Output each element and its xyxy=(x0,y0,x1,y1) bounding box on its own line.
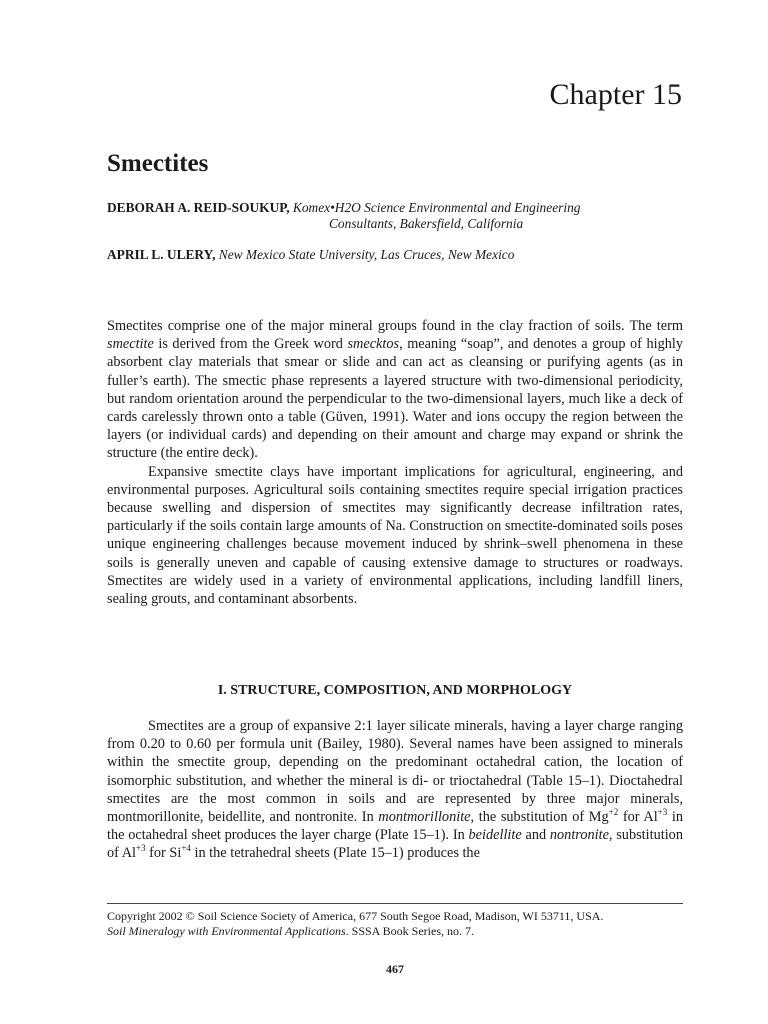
text-run: for Si xyxy=(145,845,182,862)
superscript: +3 xyxy=(657,807,668,818)
superscript: +3 xyxy=(136,843,146,854)
text-run: , substitution of Al xyxy=(107,827,683,862)
paragraph xyxy=(107,717,683,863)
series-info: . SSSA Book Series, no. 7. xyxy=(345,924,475,938)
paragraph xyxy=(107,317,683,463)
book-title: Soil Mineralogy with Environmental Applications xyxy=(107,924,346,938)
text-run: in the tetrahedral sheets (Plate 15–1) produces the xyxy=(190,845,480,862)
footnote-divider xyxy=(107,903,683,904)
author-name: DEBORAH A. REID-SOUKUP, xyxy=(107,200,290,215)
text-run: Smectites are a group of expansive 2:1 layer silicate minerals, having a layer charge ranging from 0.20 to 0.60 per formula unit (Bailey, 1980). Several names have been assigned to minerals within the smectite group, depending on the predominant octahedral cation, the location of isomorphic substitution, and whether the mineral is di- or trioctahedral (Table 15–1). Dioctahedral smectites are the most common in soils and are represented by three major minerals, montmorillonite, beidellite, and nontronite. In xyxy=(107,718,683,826)
chapter-title: Smectites xyxy=(107,150,209,177)
italic-term: beidellite xyxy=(468,827,522,844)
text-run: in the octahedral sheet produces the layer charge (Plate 15–1). In xyxy=(107,809,684,844)
author-affiliation-cont: Consultants, Bakersfield, California xyxy=(329,216,524,231)
section-body xyxy=(107,717,683,863)
author-block-1 xyxy=(107,200,687,232)
copyright-line: Copyright 2002 © Soil Science Society of America, 677 South Segoe Road, Madison, WI 53711, USA. xyxy=(107,909,604,923)
text-run: Smectites comprise one of the major mineral groups found in the clay fraction of soils. The term xyxy=(107,318,683,334)
superscript: +2 xyxy=(608,807,619,818)
author-name: APRIL L. ULERY, xyxy=(107,247,216,262)
italic-term: nontronite xyxy=(549,827,609,844)
author-block-2 xyxy=(107,247,687,263)
text-run: , meaning “soap”, and denotes a group of highly absorbent clay materials that smear or slide and can act as cleansing or purifying agents (as in fuller’s earth). The smectic phase represents a layered structure with two-dimensional periodicity, but random orientation around the perpendicular to the two-dimensional layers, much like a deck of cards carelessly thrown onto a table (Güven, 1991). Water and ions occupy the region between the layers (or individual cards) and depending on their amount and charge may expand or shrink the structure (the entire deck). xyxy=(107,336,683,462)
text-run: is derived from the Greek word xyxy=(153,336,348,353)
italic-term: montmorillonite xyxy=(378,809,471,826)
paragraph: Expansive smectite clays have important implications for agricultural, engineering, and environmental purposes. Agricultural soils containing smectites require special irrigation practices because swelling and dispersion of smectites may significantly decrease infiltration rates, particularly if the soils contain large amounts of Na. Construction on smectite-dominated soils poses unique engineering challenges because movement induced by shrink–swell phenomena in these soils is generally uneven and capable of causing extensive damage to structures or roadways. Smectites are widely used in a variety of environmental applications, including landfill liners, sealing grouts, and contaminant absorbents. xyxy=(107,463,683,608)
italic-term: smecktos xyxy=(347,336,400,353)
italic-term: smectite xyxy=(107,336,154,353)
text-run: for Al xyxy=(618,809,658,826)
section-heading: I. STRUCTURE, COMPOSITION, AND MORPHOLOGY xyxy=(217,683,573,698)
copyright-notice xyxy=(107,909,687,939)
book-citation xyxy=(107,924,687,939)
text-run: , the substitution of Mg xyxy=(470,809,609,826)
intro-body xyxy=(107,317,683,608)
superscript: +4 xyxy=(181,843,191,854)
author-affiliation: New Mexico State University, Las Cruces, New Mexico xyxy=(218,247,515,262)
author-affiliation: Komex•H2O Science Environmental and Engineering xyxy=(292,200,581,215)
text-run: and xyxy=(521,827,550,844)
page-number: 467 xyxy=(386,962,404,976)
chapter-number: Chapter 15 xyxy=(549,78,682,111)
